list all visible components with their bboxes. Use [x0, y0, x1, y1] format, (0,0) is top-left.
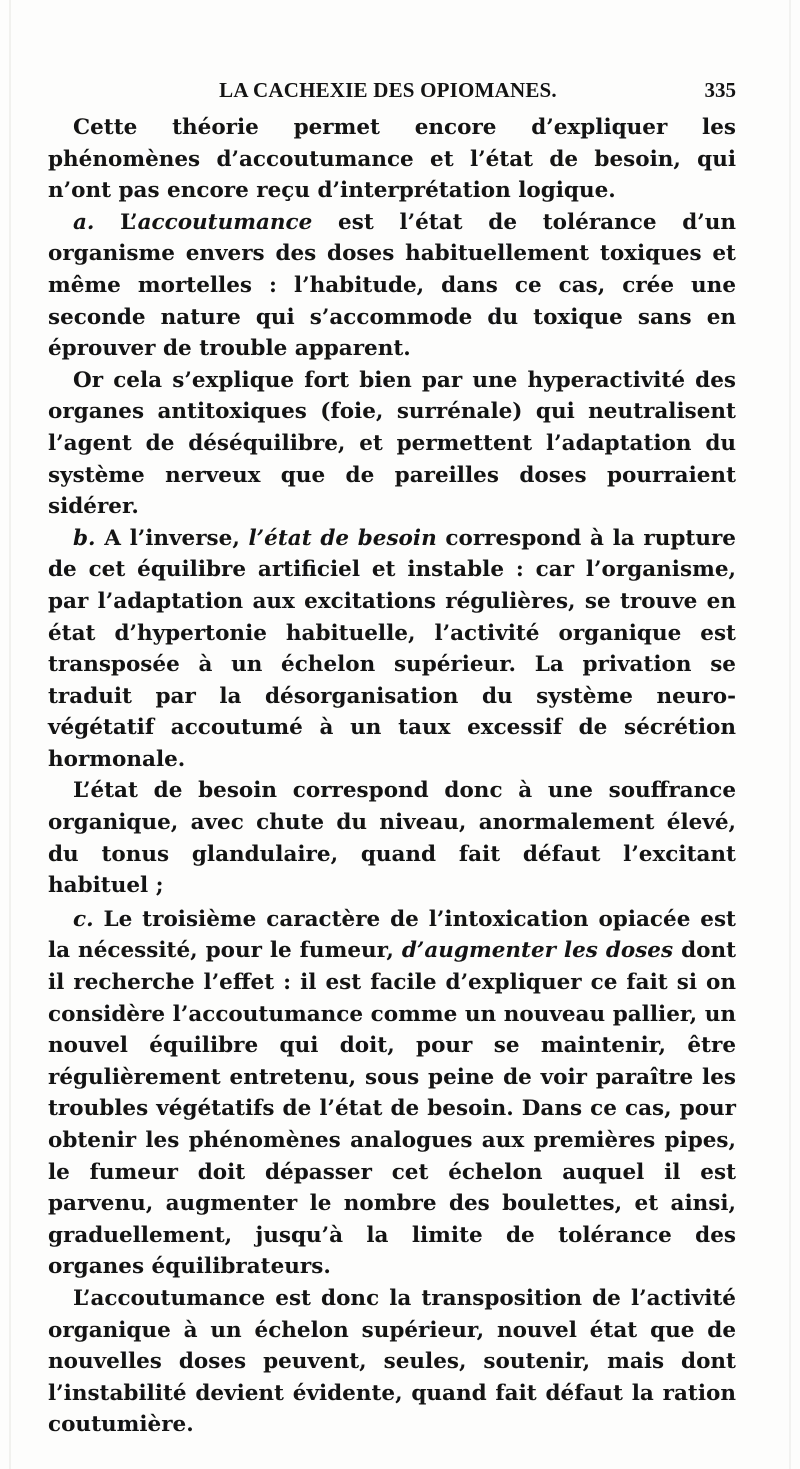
p7-text-run: L’accoutumance est donc la transposition de l’activité organique à un échelon supérieur, nouvel état que de nouvelles doses peuvent, seules, soutenir, mais dont l’instabilité devient évidente, quand fait défaut la ration coutumière.: [48, 1285, 736, 1438]
page-header: [40, 74, 736, 106]
paragraph-p2: [48, 207, 736, 365]
paragraph-p6: [48, 904, 736, 1283]
p2-text-run: a.: [73, 209, 121, 235]
paragraph-p1: [48, 112, 736, 207]
p5-text-run: L’état de besoin correspond donc à une souffrance organique, avec chute du niveau, anormalement élevé, du tonus glandulaire, quand fait défaut l’excitant habituel ;: [48, 778, 736, 899]
p6-text-run: dont il recherche l’effet : il est facile d’expliquer ce fait si on considère l’accoutumance comme un nouveau pallier, un nouvel équilibre qui doit, pour se maintenir, être régulièrement entretenu, sous peine de voir paraître les troubles végétatifs de l’état de besoin. Dans ce cas, pour obtenir les phénomènes analogues aux premières pipes, le fumeur doit dépasser cet échelon auquel il est parvenu, augmenter le nombre des boulettes, et ainsi, graduellement, jusqu’à la limite de tolérance des organes équilibrateurs.: [48, 938, 737, 1280]
paragraph-p3: [48, 365, 736, 523]
running-title: LA CACHEXIE DES OPIOMANES.: [219, 78, 557, 102]
p4-text-run: b.: [73, 525, 105, 551]
paragraph-p7: [48, 1283, 736, 1441]
p6-text-run: Le troisième caractère de l’intoxication opiacée est la nécessité, pour le fumeur,: [48, 906, 736, 964]
p2-text-run: est l’état de tolérance d’un organisme envers des doses habituellement toxiques et même mortelles : l’habitude, dans ce cas, crée une seconde nature qui s’accommode du toxique sans en éprouver de trouble apparent.: [48, 209, 736, 362]
p2-text-run: L’: [120, 209, 138, 235]
body-text: [48, 112, 736, 1441]
p4-text-run: A l’inverse,: [104, 525, 249, 551]
p6-text-run: d’augmenter les doses: [401, 938, 674, 964]
p6-text-run: c.: [73, 906, 104, 932]
p4-text-run: correspond à la rupture de cet équilibre artificiel et instable : car l’organisme, par l’adaptation aux excitations régulières, se trouve en état d’hypertonie habituelle, l’activité organique est transposée à un échelon supérieur. La privation se traduit par la désorganisation du système neuro-végétatif accoutumé à un taux excessif de sécrétion hormonale.: [48, 525, 736, 772]
p4-text-run: l’état de besoin: [248, 525, 437, 551]
p3-text-run: Or cela s’explique fort bien par une hyperactivité des organes antitoxiques (foie, surrénale) qui neutralisent l’agent de déséquilibre, et permettent l’adaptation du système nerveux que de pareilles doses pourraient sidérer.: [48, 367, 736, 520]
page-number: 335: [704, 78, 736, 102]
p1-text-run: Cette théorie permet encore d’expliquer les phénomènes d’accoutumance et l’état de besoin, qui n’ont pas encore reçu d’interprétation logique.: [48, 115, 736, 204]
paragraph-p5: [48, 775, 736, 901]
paragraph-p4: [48, 523, 736, 776]
p2-text-run: accoutumance: [137, 209, 313, 235]
